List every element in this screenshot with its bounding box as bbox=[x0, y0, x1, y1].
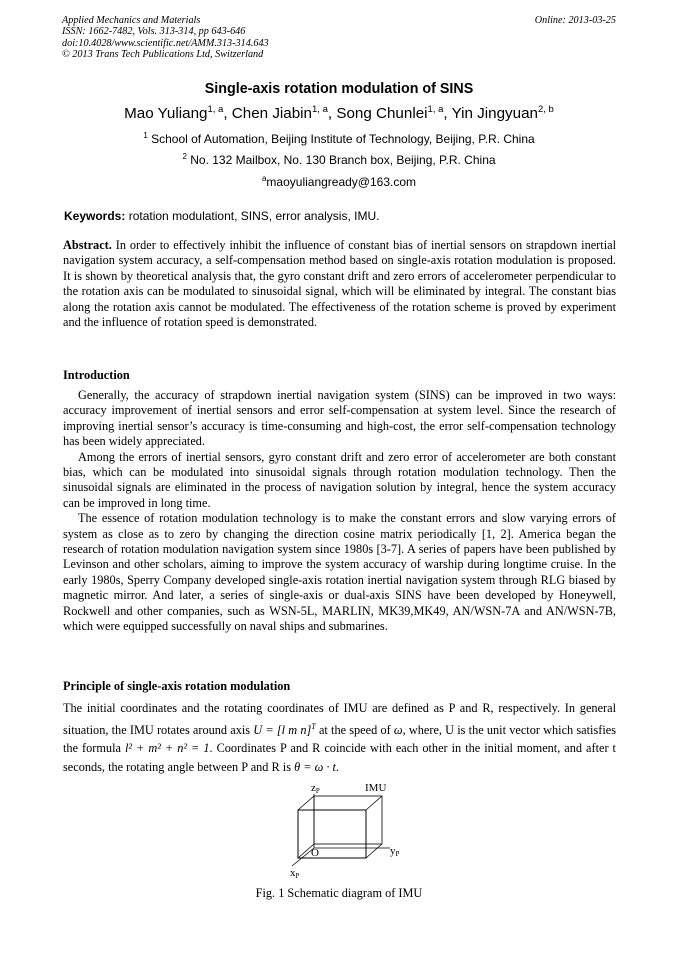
author-sup: 1, a bbox=[427, 104, 444, 115]
omega-symbol: ω bbox=[393, 722, 403, 737]
intro-paragraph: Among the errors of inertial sensors, gyro constant drift and zero error of accelerometer are both constant bias, which can be modulated into sinusoidal signals through rotation modulation technology. Then the sinusoidal signals are eliminated in the process of navigation solution by integral, hence the system accuracy can be improved in long time. bbox=[63, 449, 616, 510]
introduction-block bbox=[63, 388, 616, 635]
issn-line: ISSN: 1662-7482, Vols. 313-314, pp 643-646 bbox=[62, 26, 246, 38]
author-list: Mao Yuliang$^{1, a}$, Chen Jiabin$^{1, a}$, Song Chunlei$^{1, a}$, Yin Jingyuan$^{2, b}$ bbox=[124, 104, 554, 122]
principle-text: at the speed of bbox=[318, 722, 391, 737]
imu-box-edge bbox=[366, 796, 382, 810]
imu-schematic-figure bbox=[270, 780, 410, 880]
imu-box-edge bbox=[366, 844, 382, 858]
z-axis-label: zP bbox=[311, 782, 320, 795]
journal-header bbox=[62, 15, 616, 61]
online-date: Online: 2013-03-25 bbox=[534, 15, 616, 26]
principle-block bbox=[63, 699, 616, 776]
intro-paragraph: Generally, the accuracy of strapdown inertial navigation system (SINS) can be improved in two ways: accuracy improvement of inertial sensors and error self-compensation at system level. Since the research of improving inertial sensor’s accuracy is time-consuming and high-cost, the error self-compensation technology has been widely appreciated. bbox=[63, 388, 616, 449]
author-sup: 1, a bbox=[312, 104, 328, 115]
intro-paragraph: The essence of rotation modulation technology is to make the constant errors and slow varying errors of system as close as to zero by changing the direction cosine matrix periodically [1, 2]. America began the research of rotation modulation navigation system since 1980s [3-7]. A series of papers have been published by Levinson and other scholars, aiming to improve the system accuracy of warship during longtime cruise. In the early 1980s, Sperry Company developed single-axis rotation inertial navigation system through RLG biased by magnetic mirror. And later, a series of single-axis or dual-axis SINS have been developed by Honeywell, Rockwell and other companies, such as WSN-5L, MARLIN, MK39,MK49, AN/WSN-7A and AN/WSN-7B, which were equipped successfully on naval ships and submarines. bbox=[63, 511, 616, 634]
author-name: Song Chunlei bbox=[336, 105, 428, 122]
principle-text: , where, U is the unit vector which satisfies the formula bbox=[63, 722, 616, 756]
imu-box-back bbox=[314, 796, 382, 844]
keywords-line bbox=[64, 209, 616, 223]
principle-text: The initial coordinates and the rotating coordinates of IMU are defined as P and R, respectively. In general situation, the IMU rotates around axis bbox=[63, 701, 616, 737]
author-name: Yin Jingyuan bbox=[451, 105, 538, 122]
affiliation-email bbox=[0, 174, 678, 189]
affiliation-1 bbox=[0, 131, 678, 146]
imu-label: IMU bbox=[365, 782, 387, 794]
author-name: Chen Jiabin bbox=[231, 105, 313, 122]
affiliation-text: No. 132 Mailbox, No. 130 Branch box, Beijing, P.R. China bbox=[190, 153, 496, 167]
affiliation-text: School of Automation, Beijing Institute of Technology, Beijing, P.R. China bbox=[151, 132, 535, 146]
email-text: maoyuliangready@163.com bbox=[266, 175, 417, 189]
section-heading-principle: Principle of single-axis rotation modulation bbox=[63, 679, 291, 693]
x-axis-label: xP bbox=[290, 867, 300, 880]
keywords-label: Keywords: bbox=[64, 209, 126, 223]
affiliation-sup: 2 bbox=[182, 152, 187, 161]
abstract-text: In order to effectively inhibit the influence of constant bias of inertial sensors on strapdown inertial navigation system accuracy, a self-compensation method based on single-axis rotation modulation is proposed. It is shown by theoretical analysis that, the gyro constant drift and zero errors of accelerometer perpendicular to the rotation axis can be modulated to sinusoidal signal, which will be eliminated by integral. The constant bias along the rotation axis cannot be modulated. The effectiveness of the rotation scheme is proved by experiment and the influence of rotation speed is demonstrated. bbox=[63, 238, 616, 330]
principle-paragraph bbox=[63, 699, 616, 776]
imu-box-edge bbox=[298, 796, 314, 810]
affiliation-sup: 1 bbox=[143, 131, 148, 140]
copyright-line: © 2013 Trans Tech Publications Ltd, Switzerland bbox=[62, 49, 264, 61]
author-name: Mao Yuliang bbox=[124, 105, 208, 122]
y-axis-label: yP bbox=[390, 845, 400, 858]
abstract-block bbox=[63, 238, 616, 330]
section-heading-introduction: Introduction bbox=[63, 368, 130, 382]
theta-equation: θ = ω · t bbox=[294, 759, 336, 774]
paper-title: Single-axis rotation modulation of SINS bbox=[204, 81, 474, 97]
journal-name: Applied Mechanics and Materials bbox=[62, 15, 201, 26]
imu-box-front bbox=[298, 810, 366, 858]
origin-label: O bbox=[311, 847, 319, 859]
affiliation-2 bbox=[0, 152, 678, 167]
abstract-label: Abstract. bbox=[63, 238, 112, 252]
abstract-paragraph bbox=[63, 238, 616, 330]
principle-text: . Coordinates P and R coincide with each other in the initial moment, and after t seconds, the rotating angle between P and R is bbox=[63, 741, 616, 774]
author-sup: 2, b bbox=[537, 104, 554, 115]
norm-equation: l² + m² + n² = 1 bbox=[124, 741, 210, 756]
figure-caption: Fig. 1 Schematic diagram of IMU bbox=[255, 886, 423, 900]
keywords-text: rotation modulationt, SINS, error analysis, IMU. bbox=[128, 209, 380, 223]
author-sup: 1, a bbox=[207, 104, 224, 115]
principle-text: . bbox=[335, 759, 339, 774]
doi-line: doi:10.4028/www.scientific.net/AMM.313-314.643 bbox=[62, 37, 269, 49]
axis-equation: U = [l m n] bbox=[253, 722, 312, 737]
affiliation-sup: a bbox=[261, 174, 267, 183]
transpose-sup: T bbox=[311, 721, 316, 731]
